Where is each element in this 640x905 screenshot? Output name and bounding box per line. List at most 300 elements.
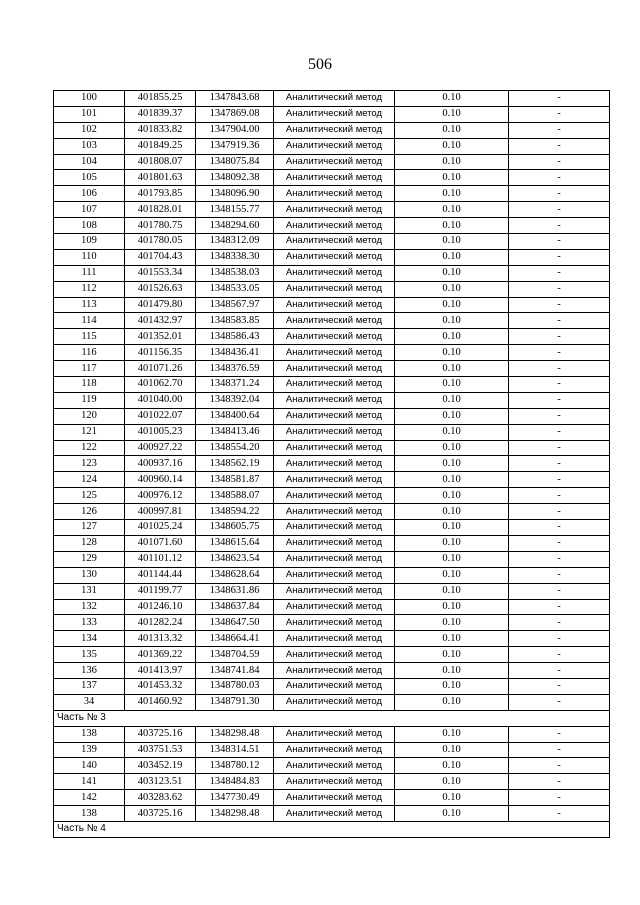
note-cell: -: [509, 91, 610, 107]
table-row: [54, 535, 610, 551]
x-coordinate-cell: 401071.60: [125, 535, 196, 551]
note-cell: -: [509, 361, 610, 377]
y-coordinate-cell: 1348583.85: [196, 313, 274, 329]
accuracy-cell: 0.10: [395, 408, 509, 424]
x-coordinate-cell: 401432.97: [125, 313, 196, 329]
accuracy-cell: 0.10: [395, 726, 509, 742]
table-row: [54, 758, 610, 774]
method-cell: Аналитический метод: [274, 138, 395, 154]
point-number-cell: 125: [54, 488, 125, 504]
method-cell: Аналитический метод: [274, 313, 395, 329]
table-row: [54, 122, 610, 138]
point-number-cell: 124: [54, 472, 125, 488]
method-cell: Аналитический метод: [274, 790, 395, 806]
note-cell: -: [509, 329, 610, 345]
point-number-cell: 113: [54, 297, 125, 313]
y-coordinate-cell: 1348538.03: [196, 265, 274, 281]
section-title: Часть № 3: [54, 710, 610, 726]
section-title: Часть № 4: [54, 821, 610, 837]
table-row: [54, 234, 610, 250]
method-cell: Аналитический метод: [274, 106, 395, 122]
x-coordinate-cell: 401855.25: [125, 91, 196, 107]
note-cell: -: [509, 122, 610, 138]
x-coordinate-cell: 401793.85: [125, 186, 196, 202]
y-coordinate-cell: 1347869.08: [196, 106, 274, 122]
accuracy-cell: 0.10: [395, 504, 509, 520]
table-row: [54, 297, 610, 313]
accuracy-cell: 0.10: [395, 234, 509, 250]
method-cell: Аналитический метод: [274, 631, 395, 647]
point-number-cell: 121: [54, 424, 125, 440]
x-coordinate-cell: 401022.07: [125, 408, 196, 424]
y-coordinate-cell: 1348562.19: [196, 456, 274, 472]
table-row: [54, 345, 610, 361]
note-cell: -: [509, 440, 610, 456]
y-coordinate-cell: 1348314.51: [196, 742, 274, 758]
table-row: [54, 694, 610, 710]
table-row: [54, 377, 610, 393]
note-cell: -: [509, 170, 610, 186]
point-number-cell: 109: [54, 234, 125, 250]
method-cell: Аналитический метод: [274, 186, 395, 202]
method-cell: Аналитический метод: [274, 249, 395, 265]
table-row: [54, 392, 610, 408]
table-row: [54, 361, 610, 377]
x-coordinate-cell: 401156.35: [125, 345, 196, 361]
y-coordinate-cell: 1348631.86: [196, 583, 274, 599]
note-cell: -: [509, 202, 610, 218]
method-cell: Аналитический метод: [274, 265, 395, 281]
y-coordinate-cell: 1348791.30: [196, 694, 274, 710]
x-coordinate-cell: 401144.44: [125, 567, 196, 583]
method-cell: Аналитический метод: [274, 806, 395, 822]
table-row: [54, 186, 610, 202]
x-coordinate-cell: 400937.16: [125, 456, 196, 472]
accuracy-cell: 0.10: [395, 361, 509, 377]
y-coordinate-cell: 1348338.30: [196, 249, 274, 265]
y-coordinate-cell: 1348637.84: [196, 599, 274, 615]
point-number-cell: 132: [54, 599, 125, 615]
point-number-cell: 117: [54, 361, 125, 377]
point-number-cell: 134: [54, 631, 125, 647]
accuracy-cell: 0.10: [395, 91, 509, 107]
note-cell: -: [509, 154, 610, 170]
y-coordinate-cell: 1348581.87: [196, 472, 274, 488]
y-coordinate-cell: 1348628.64: [196, 567, 274, 583]
method-cell: Аналитический метод: [274, 377, 395, 393]
y-coordinate-cell: 1348615.64: [196, 535, 274, 551]
method-cell: Аналитический метод: [274, 408, 395, 424]
accuracy-cell: 0.10: [395, 520, 509, 536]
x-coordinate-cell: 401040.00: [125, 392, 196, 408]
accuracy-cell: 0.10: [395, 265, 509, 281]
point-number-cell: 136: [54, 663, 125, 679]
table-row: [54, 488, 610, 504]
y-coordinate-cell: 1348623.54: [196, 551, 274, 567]
point-number-cell: 118: [54, 377, 125, 393]
table-row: [54, 774, 610, 790]
accuracy-cell: 0.10: [395, 472, 509, 488]
point-number-cell: 101: [54, 106, 125, 122]
table-row: [54, 154, 610, 170]
note-cell: -: [509, 806, 610, 822]
x-coordinate-cell: 401780.05: [125, 234, 196, 250]
y-coordinate-cell: 1347919.36: [196, 138, 274, 154]
table-row: [54, 726, 610, 742]
x-coordinate-cell: 401839.37: [125, 106, 196, 122]
note-cell: -: [509, 218, 610, 234]
y-coordinate-cell: 1348484.83: [196, 774, 274, 790]
accuracy-cell: 0.10: [395, 202, 509, 218]
x-coordinate-cell: 401413.97: [125, 663, 196, 679]
table-row: [54, 631, 610, 647]
accuracy-cell: 0.10: [395, 790, 509, 806]
table-row: [54, 313, 610, 329]
y-coordinate-cell: 1348647.50: [196, 615, 274, 631]
y-coordinate-cell: 1348588.07: [196, 488, 274, 504]
note-cell: -: [509, 678, 610, 694]
method-cell: Аналитический метод: [274, 567, 395, 583]
note-cell: -: [509, 663, 610, 679]
section-header-row: [54, 710, 610, 726]
table-row: [54, 790, 610, 806]
point-number-cell: 110: [54, 249, 125, 265]
table-row: [54, 329, 610, 345]
y-coordinate-cell: 1348436.41: [196, 345, 274, 361]
note-cell: -: [509, 313, 610, 329]
point-number-cell: 140: [54, 758, 125, 774]
x-coordinate-cell: 401025.24: [125, 520, 196, 536]
accuracy-cell: 0.10: [395, 249, 509, 265]
accuracy-cell: 0.10: [395, 758, 509, 774]
note-cell: -: [509, 377, 610, 393]
method-cell: Аналитический метод: [274, 170, 395, 186]
point-number-cell: 141: [54, 774, 125, 790]
point-number-cell: 108: [54, 218, 125, 234]
accuracy-cell: 0.10: [395, 551, 509, 567]
method-cell: Аналитический метод: [274, 329, 395, 345]
x-coordinate-cell: 401780.75: [125, 218, 196, 234]
y-coordinate-cell: 1348741.84: [196, 663, 274, 679]
accuracy-cell: 0.10: [395, 615, 509, 631]
x-coordinate-cell: 401553.34: [125, 265, 196, 281]
point-number-cell: 102: [54, 122, 125, 138]
table-row: [54, 106, 610, 122]
note-cell: -: [509, 297, 610, 313]
x-coordinate-cell: 401460.92: [125, 694, 196, 710]
accuracy-cell: 0.10: [395, 440, 509, 456]
accuracy-cell: 0.10: [395, 535, 509, 551]
x-coordinate-cell: 400976.12: [125, 488, 196, 504]
point-number-cell: 122: [54, 440, 125, 456]
note-cell: -: [509, 234, 610, 250]
y-coordinate-cell: 1348392.04: [196, 392, 274, 408]
note-cell: -: [509, 456, 610, 472]
note-cell: -: [509, 790, 610, 806]
x-coordinate-cell: 401453.32: [125, 678, 196, 694]
method-cell: Аналитический метод: [274, 424, 395, 440]
method-cell: Аналитический метод: [274, 694, 395, 710]
note-cell: -: [509, 488, 610, 504]
x-coordinate-cell: 401808.07: [125, 154, 196, 170]
note-cell: -: [509, 106, 610, 122]
table-row: [54, 520, 610, 536]
note-cell: -: [509, 424, 610, 440]
y-coordinate-cell: 1348096.90: [196, 186, 274, 202]
accuracy-cell: 0.10: [395, 329, 509, 345]
point-number-cell: 119: [54, 392, 125, 408]
y-coordinate-cell: 1348605.75: [196, 520, 274, 536]
section-header-row: [54, 821, 610, 837]
y-coordinate-cell: 1348594.22: [196, 504, 274, 520]
accuracy-cell: 0.10: [395, 694, 509, 710]
x-coordinate-cell: 401704.43: [125, 249, 196, 265]
note-cell: -: [509, 535, 610, 551]
method-cell: Аналитический метод: [274, 504, 395, 520]
y-coordinate-cell: 1348533.05: [196, 281, 274, 297]
note-cell: -: [509, 774, 610, 790]
accuracy-cell: 0.10: [395, 297, 509, 313]
accuracy-cell: 0.10: [395, 186, 509, 202]
table-row: [54, 202, 610, 218]
table-row: [54, 265, 610, 281]
x-coordinate-cell: 400960.14: [125, 472, 196, 488]
y-coordinate-cell: 1348371.24: [196, 377, 274, 393]
accuracy-cell: 0.10: [395, 392, 509, 408]
point-number-cell: 111: [54, 265, 125, 281]
method-cell: Аналитический метод: [274, 774, 395, 790]
method-cell: Аналитический метод: [274, 392, 395, 408]
point-number-cell: 114: [54, 313, 125, 329]
point-number-cell: 123: [54, 456, 125, 472]
x-coordinate-cell: 400997.81: [125, 504, 196, 520]
x-coordinate-cell: 401801.63: [125, 170, 196, 186]
note-cell: -: [509, 345, 610, 361]
note-cell: -: [509, 281, 610, 297]
table-row: [54, 678, 610, 694]
y-coordinate-cell: 1348155.77: [196, 202, 274, 218]
method-cell: Аналитический метод: [274, 742, 395, 758]
table-row: [54, 504, 610, 520]
table-row: [54, 281, 610, 297]
point-number-cell: 100: [54, 91, 125, 107]
y-coordinate-cell: 1348075.84: [196, 154, 274, 170]
note-cell: -: [509, 138, 610, 154]
method-cell: Аналитический метод: [274, 297, 395, 313]
point-number-cell: 129: [54, 551, 125, 567]
y-coordinate-cell: 1348554.20: [196, 440, 274, 456]
point-number-cell: 105: [54, 170, 125, 186]
y-coordinate-cell: 1348312.09: [196, 234, 274, 250]
method-cell: Аналитический метод: [274, 583, 395, 599]
note-cell: -: [509, 758, 610, 774]
table-row: [54, 806, 610, 822]
y-coordinate-cell: 1348298.48: [196, 726, 274, 742]
point-number-cell: 107: [54, 202, 125, 218]
point-number-cell: 142: [54, 790, 125, 806]
table-row: [54, 91, 610, 107]
y-coordinate-cell: 1348780.03: [196, 678, 274, 694]
accuracy-cell: 0.10: [395, 122, 509, 138]
accuracy-cell: 0.10: [395, 678, 509, 694]
note-cell: -: [509, 615, 610, 631]
point-number-cell: 34: [54, 694, 125, 710]
method-cell: Аналитический метод: [274, 647, 395, 663]
method-cell: Аналитический метод: [274, 154, 395, 170]
y-coordinate-cell: 1348586.43: [196, 329, 274, 345]
x-coordinate-cell: 403452.19: [125, 758, 196, 774]
accuracy-cell: 0.10: [395, 313, 509, 329]
y-coordinate-cell: 1348704.59: [196, 647, 274, 663]
note-cell: -: [509, 599, 610, 615]
y-coordinate-cell: 1348294.60: [196, 218, 274, 234]
method-cell: Аналитический метод: [274, 726, 395, 742]
method-cell: Аналитический метод: [274, 361, 395, 377]
note-cell: -: [509, 726, 610, 742]
table-row: [54, 742, 610, 758]
y-coordinate-cell: 1348400.64: [196, 408, 274, 424]
accuracy-cell: 0.10: [395, 647, 509, 663]
point-number-cell: 106: [54, 186, 125, 202]
method-cell: Аналитический метод: [274, 488, 395, 504]
table-row: [54, 424, 610, 440]
y-coordinate-cell: 1347843.68: [196, 91, 274, 107]
y-coordinate-cell: 1348298.48: [196, 806, 274, 822]
note-cell: -: [509, 631, 610, 647]
table-row: [54, 615, 610, 631]
y-coordinate-cell: 1348413.46: [196, 424, 274, 440]
y-coordinate-cell: 1348567.97: [196, 297, 274, 313]
accuracy-cell: 0.10: [395, 106, 509, 122]
method-cell: Аналитический метод: [274, 91, 395, 107]
accuracy-cell: 0.10: [395, 456, 509, 472]
note-cell: -: [509, 392, 610, 408]
point-number-cell: 133: [54, 615, 125, 631]
table-row: [54, 551, 610, 567]
accuracy-cell: 0.10: [395, 599, 509, 615]
note-cell: -: [509, 567, 610, 583]
x-coordinate-cell: 401101.12: [125, 551, 196, 567]
x-coordinate-cell: 401479.80: [125, 297, 196, 313]
x-coordinate-cell: 403751.53: [125, 742, 196, 758]
point-number-cell: 112: [54, 281, 125, 297]
accuracy-cell: 0.10: [395, 742, 509, 758]
note-cell: -: [509, 583, 610, 599]
note-cell: -: [509, 265, 610, 281]
x-coordinate-cell: 401369.22: [125, 647, 196, 663]
accuracy-cell: 0.10: [395, 154, 509, 170]
x-coordinate-cell: 401282.24: [125, 615, 196, 631]
table-row: [54, 647, 610, 663]
point-number-cell: 131: [54, 583, 125, 599]
point-number-cell: 139: [54, 742, 125, 758]
method-cell: Аналитический метод: [274, 758, 395, 774]
point-number-cell: 127: [54, 520, 125, 536]
x-coordinate-cell: 401352.01: [125, 329, 196, 345]
table-row: [54, 170, 610, 186]
table-row: [54, 249, 610, 265]
table-row: [54, 218, 610, 234]
method-cell: Аналитический метод: [274, 122, 395, 138]
accuracy-cell: 0.10: [395, 138, 509, 154]
x-coordinate-cell: 403123.51: [125, 774, 196, 790]
x-coordinate-cell: 401828.01: [125, 202, 196, 218]
accuracy-cell: 0.10: [395, 583, 509, 599]
table-row: [54, 663, 610, 679]
table-row: [54, 599, 610, 615]
note-cell: -: [509, 504, 610, 520]
note-cell: -: [509, 742, 610, 758]
method-cell: Аналитический метод: [274, 345, 395, 361]
table-row: [54, 472, 610, 488]
y-coordinate-cell: 1348664.41: [196, 631, 274, 647]
accuracy-cell: 0.10: [395, 170, 509, 186]
point-number-cell: 137: [54, 678, 125, 694]
method-cell: Аналитический метод: [274, 456, 395, 472]
note-cell: -: [509, 408, 610, 424]
point-number-cell: 138: [54, 806, 125, 822]
method-cell: Аналитический метод: [274, 472, 395, 488]
point-number-cell: 116: [54, 345, 125, 361]
method-cell: Аналитический метод: [274, 440, 395, 456]
point-number-cell: 128: [54, 535, 125, 551]
method-cell: Аналитический метод: [274, 281, 395, 297]
y-coordinate-cell: 1347730.49: [196, 790, 274, 806]
method-cell: Аналитический метод: [274, 234, 395, 250]
coordinates-table: [53, 90, 610, 838]
method-cell: Аналитический метод: [274, 615, 395, 631]
accuracy-cell: 0.10: [395, 567, 509, 583]
accuracy-cell: 0.10: [395, 218, 509, 234]
accuracy-cell: 0.10: [395, 281, 509, 297]
x-coordinate-cell: 401199.77: [125, 583, 196, 599]
method-cell: Аналитический метод: [274, 520, 395, 536]
method-cell: Аналитический метод: [274, 535, 395, 551]
note-cell: -: [509, 186, 610, 202]
method-cell: Аналитический метод: [274, 218, 395, 234]
note-cell: -: [509, 520, 610, 536]
accuracy-cell: 0.10: [395, 488, 509, 504]
note-cell: -: [509, 472, 610, 488]
method-cell: Аналитический метод: [274, 551, 395, 567]
x-coordinate-cell: 401849.25: [125, 138, 196, 154]
method-cell: Аналитический метод: [274, 663, 395, 679]
table-row: [54, 440, 610, 456]
accuracy-cell: 0.10: [395, 663, 509, 679]
point-number-cell: 138: [54, 726, 125, 742]
table-row: [54, 583, 610, 599]
method-cell: Аналитический метод: [274, 678, 395, 694]
table-row: [54, 456, 610, 472]
table-row: [54, 408, 610, 424]
accuracy-cell: 0.10: [395, 774, 509, 790]
method-cell: Аналитический метод: [274, 202, 395, 218]
point-number-cell: 126: [54, 504, 125, 520]
coordinates-table-body: [54, 91, 610, 838]
table-row: [54, 138, 610, 154]
note-cell: -: [509, 249, 610, 265]
point-number-cell: 130: [54, 567, 125, 583]
accuracy-cell: 0.10: [395, 424, 509, 440]
y-coordinate-cell: 1348376.59: [196, 361, 274, 377]
note-cell: -: [509, 551, 610, 567]
x-coordinate-cell: 401246.10: [125, 599, 196, 615]
page-number: 506: [308, 56, 332, 73]
x-coordinate-cell: 401005.23: [125, 424, 196, 440]
accuracy-cell: 0.10: [395, 377, 509, 393]
point-number-cell: 115: [54, 329, 125, 345]
point-number-cell: 104: [54, 154, 125, 170]
